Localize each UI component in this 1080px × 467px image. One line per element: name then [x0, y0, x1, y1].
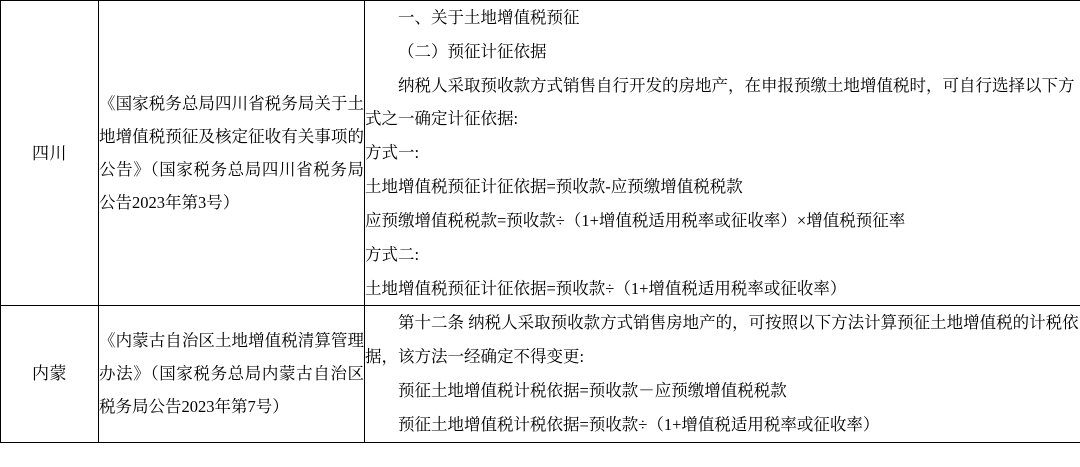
region-cell: 四川	[1, 1, 99, 306]
content-line: 土地增值税预征计征依据=预收款÷（1+增值税适用税率或征收率）	[365, 278, 847, 298]
content-line: 预征土地增值税计税依据=预收款－应预缴增值税税款	[398, 380, 787, 400]
content-line: 纳税人采取预收款方式销售自行开发的房地产，在申报预缴土地增值税时，可自行选择以下方式之一确定计征依据:	[365, 75, 1075, 129]
content-line: 土地增值税预征计征依据=预收款-应预缴增值税税款	[365, 177, 743, 197]
content-line: 预征土地增值税计税依据=预收款÷（1+增值税适用税率或征收率）	[398, 414, 880, 434]
source-cell: 《国家税务总局四川省税务局关于土地增值税预征及核定征收有关事项的公告》（国家税务总局四川省税务局公告2023年第3号）	[99, 1, 365, 306]
source-cell: 《内蒙古自治区土地增值税清算管理办法》（国家税务总局内蒙古自治区税务局公告2023年第7号）	[99, 306, 365, 442]
content-line: 一、关于土地增值税预征	[398, 8, 580, 27]
content-line: 第十二条 纳税人采取预收款方式销售房地产的，可按照以下方法计算预征土地增值税的计税依据，该方法一经确定不得变更:	[365, 313, 1079, 367]
content-cell	[365, 1, 1080, 306]
content-line: 方式一:	[365, 143, 420, 163]
content-line: 应预缴增值税税款=预收款÷（1+增值税适用税率或征收率）×增值税预征率	[365, 210, 906, 230]
content-line: （二）预征计征依据	[398, 41, 547, 61]
content-line: 方式二:	[365, 244, 420, 264]
content-cell	[365, 306, 1080, 442]
table-row	[1, 306, 1080, 442]
region-cell: 内蒙	[1, 306, 99, 442]
table-row	[1, 1, 1080, 306]
table-body	[1, 1, 1080, 443]
